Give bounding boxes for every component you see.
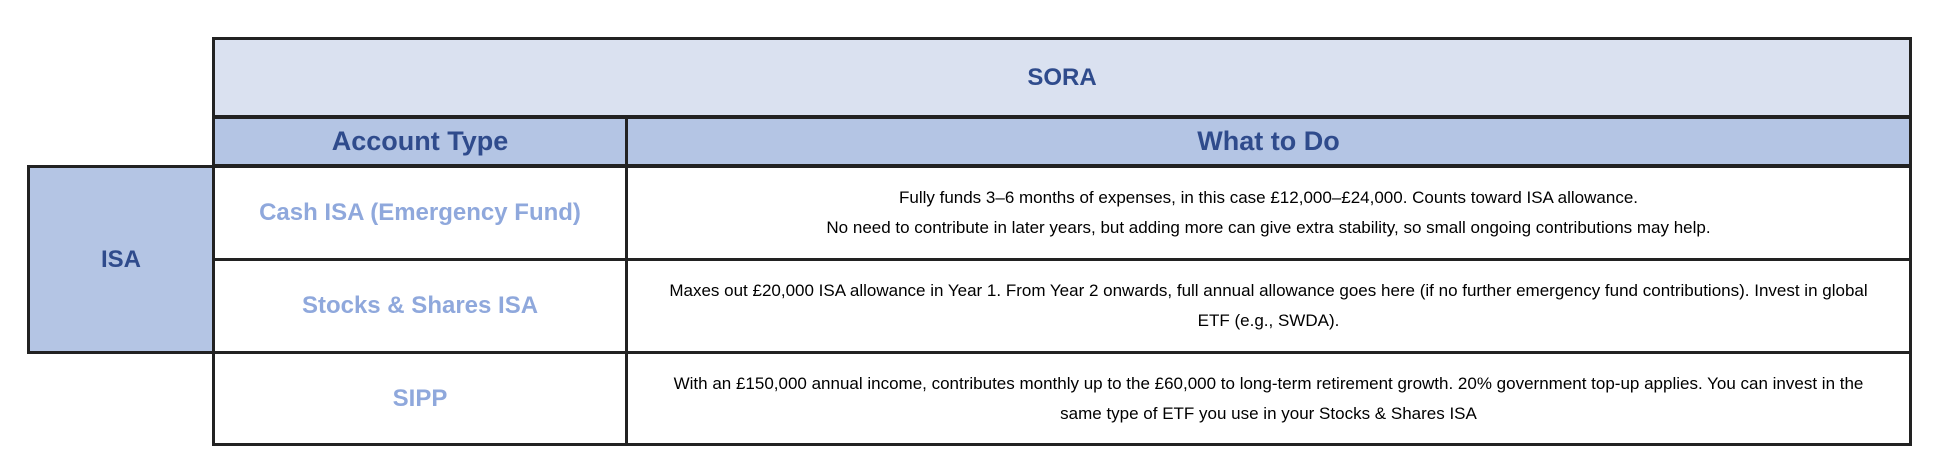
account-cell-sipp: SIPP xyxy=(212,351,628,446)
isa-group-label: ISA xyxy=(27,165,215,354)
header-account-type: Account Type xyxy=(212,116,628,167)
what-cell-stocks-shares-isa xyxy=(625,258,1912,354)
what-line: No need to contribute in later years, but adding more can give extra stability, so small ongoing contributions may help. xyxy=(826,218,1711,237)
table-title: SORA xyxy=(212,37,1912,118)
what-text: With an £150,000 annual income, contributes monthly up to the £60,000 to long-term retirement growth. 20% government top-up applies. You can invest in the same type of ETF you use in your Stocks & Shares ISA xyxy=(673,373,1864,423)
what-cell-sipp xyxy=(625,351,1912,446)
header-what-to-do: What to Do xyxy=(625,116,1912,167)
what-line: Fully funds 3–6 months of expenses, in this case £12,000–£24,000. Counts toward ISA allowance. xyxy=(898,188,1639,207)
what-text: Maxes out £20,000 ISA allowance in Year 1. From Year 2 onwards, full annual allowance goes here (if no further emergency fund contributions). Invest in global ETF (e.g., SWDA). xyxy=(669,281,1868,330)
account-cell-stocks-shares-isa: Stocks & Shares ISA xyxy=(212,258,628,354)
what-cell-cash-isa xyxy=(625,165,1912,261)
account-cell-cash-isa: Cash ISA (Emergency Fund) xyxy=(212,165,628,261)
